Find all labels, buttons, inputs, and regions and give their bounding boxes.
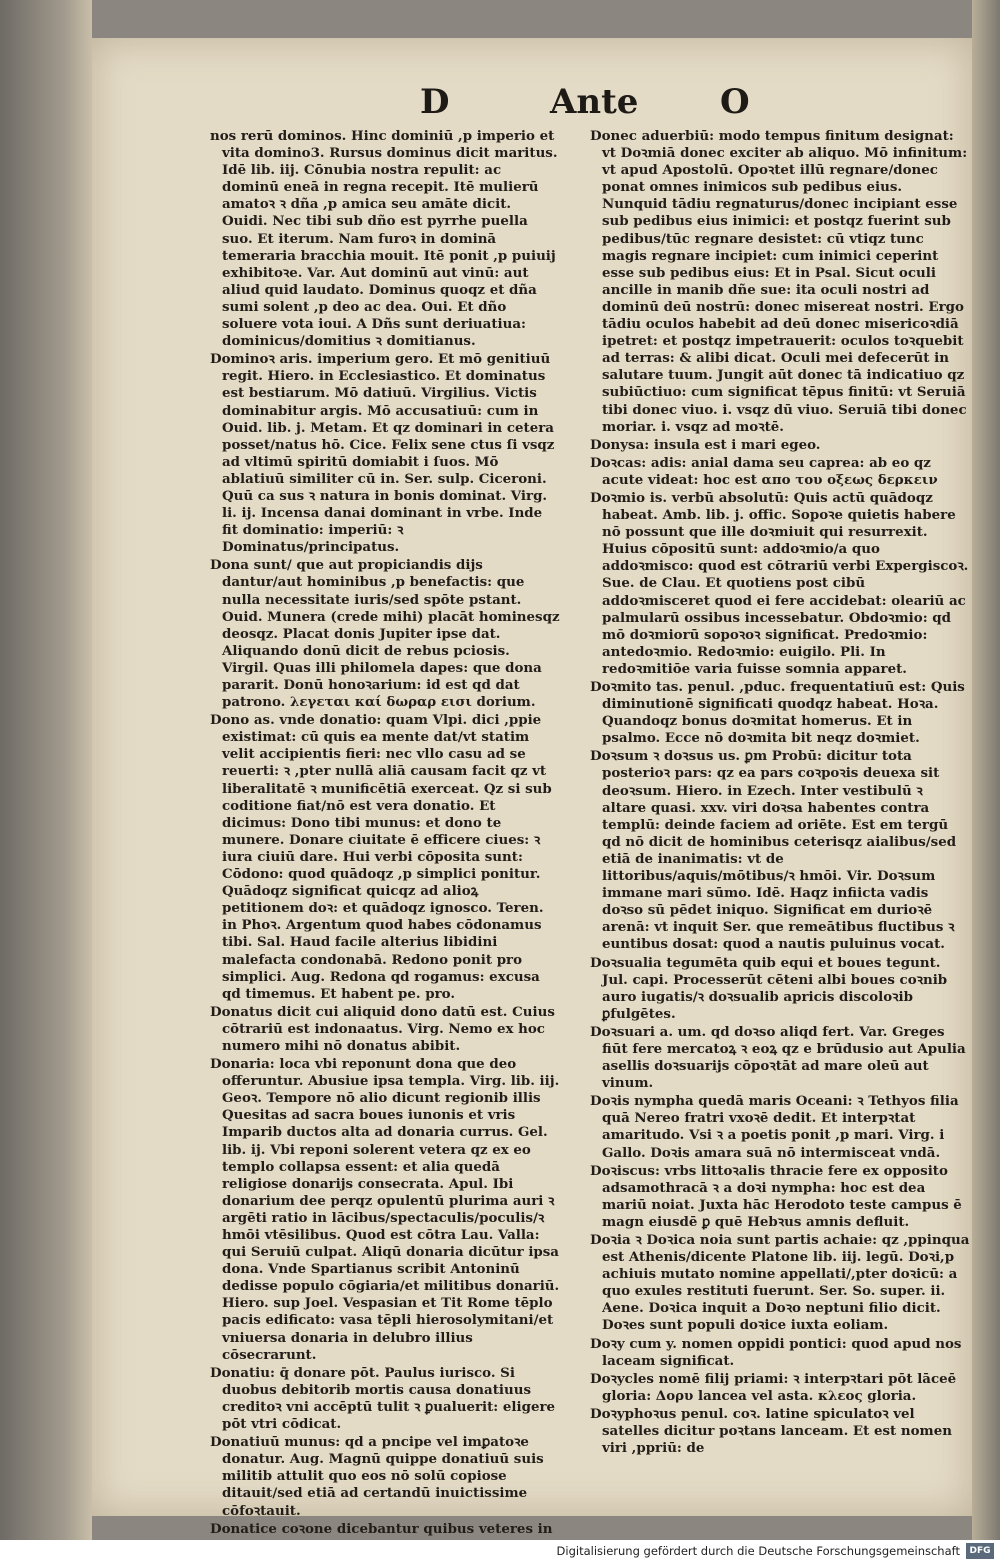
dictionary-entry: Donatiuū munus: qd a pncipe vel imꝑatoꝛe donatur. Aug. Magnū quippe donatiuū suis militib attulit quo eos nō solū copiose ditauit/sed etiā ad certandū inuictissime cōfoꝛtauit.: [210, 1434, 544, 1519]
dfg-logo-icon: DFG: [966, 1543, 994, 1559]
running-head-right: O: [720, 82, 750, 122]
footer-credit: Digitalisierung gefördert durch die Deutsche Forschungsgemeinschaft: [556, 1544, 960, 1558]
dictionary-entry: Doꝛiscus: vrbs littoꝛalis thracie fere ex opposito adsamothracā ꝛ a doꝛi nympha: hoc est dea mariū noiat. Juxta hāc Herodoto teste campus ē magn eiusdē ꝑ quē Hebꝛus amnis defluit.: [590, 1162, 962, 1230]
left-column: [210, 128, 560, 1556]
dictionary-entry: Doꝛia ꝛ Doꝛica noia sunt partis achaie: qz ,ppinqua est Athenis/dicente Platone lib. iij. legū. Doꝛi,p achiuis mutato nomine appellati/,pter doꝛicū: a quo exules restituti fuerunt. Ser. So. super. ii. Aene. Doꝛica inquit a Doꝛo neptuni filio dicit. Doꝛes sunt populi doꝛice iuxta eoliam.: [590, 1232, 970, 1334]
book-edge-right: [972, 0, 1000, 1563]
dictionary-entry: Donatiu: q̄ donare pōt. Paulus iurisco. Si duobus debitorib mortis causa donatiuus creditoꝛ vni accēptū tulit ꝛ ꝑualuerit: eligere pōt vtri cōdicat.: [210, 1364, 556, 1433]
dictionary-entry: Donaria: loca vbi reponunt dona que deo offeruntur. Abusiue ipsa templa. Virg. lib. iij. Geoꝛ. Tempore nō alio dicunt regionib illis Quesitas ad sacra boues iunonis et vris Imparib ductos alta ad donaria currus. Gel. lib. ij. Vbi reponi solerent vetera qz ex eo templo collapsa essent: et alia quedā religiose donarijs consecrata. Apul. Ibi donarium dee perqz opulentū plurima auri ꝛ argēti ratio in lācibus/spectaculis/poculis/ꝛ hmōi vtēsilibus. Quod est cōtra Lau. Valla: qui Seruiū culpat. Aliqū donaria dicūtur ipsa dona. Vnde Spartianus scribit Antoninū dedisse populo cōgiaria/et militibus donariū. Hiero. sup Joel. Vespasian et Tit Rome tēplo pacis edificato: vasa tēpli hierosolymitani/et vniuersa donaria in delubro illius cōsecrarunt.: [210, 1056, 560, 1363]
running-head-left: D: [420, 82, 450, 122]
dictionary-entry: Donatus dicit cui aliquid dono datū est. Cuius cōtrariū est indonaatus. Virg. Nemo ex hoc numero mihi nō donatus abibit.: [210, 1003, 555, 1054]
dictionary-entry: Dona sunt/ que aut propiciandis dijs dantur/aut hominibus ,p benefactis: que nulla necessitate iuris/sed spōte pstant. Ouid. Munera (crede mihi) placāt hominesqz deosqz. Placat donis Jupiter ipse dat. Aliquando donū dicit de rebus pciosis. Virgil. Quas illi philomela dapes: que dona pararit. Donū honoꝛarium: id est qd dat patrono. λεγεται καί δωραρ εισι dorium.: [210, 557, 560, 711]
dictionary-entry: Doꝛy cum y. nomen oppidi pontici: quod apud nos laceam significat.: [590, 1335, 962, 1369]
right-column: [590, 128, 970, 1458]
running-head: [420, 82, 800, 132]
footer-bar: [0, 1540, 1000, 1563]
dictionary-entry: Doꝛsum ꝛ doꝛsus us. ꝑm Probū: dicitur tota posterioꝛ pars: qz ea pars coꝛpoꝛis deuexa sit deoꝛsum. Hiero. in Ezech. Inter vestibulū ꝛ altare quasi. xxv. viri doꝛsa habentes contra templū: deinde faciem ad oriēte. Est em tergū qd nō dicit de hominibus ceterisqz aialibus/sed etiā de inanimatis: vt de littoribus/aquis/mōtibus/ꝛ hmōi. Vir. Doꝛsum immane mari sūmo. Idē. Haqz infiicta vadis doꝛso sū pēdet iniquo. Significat em durioꝛē arenā: vt inquit Ser. que remeātibus fluctibus ꝛ euntibus dosat: quod a nautis puluinus vocat.: [590, 748, 957, 953]
dictionary-entry: Doꝛmito tas. penul. ,pduc. frequentatiuū est: Quis diminutionē significati quodqz habeat. Hoꝛa. Quandoqz bonus doꝛmitat homerus. Et in psalmo. Ecce nō doꝛmita bit neqz doꝛmiet.: [590, 679, 965, 747]
dictionary-entry: Doꝛsualia tegumēta quib equi et boues tegunt. Jul. capi. Processerūt cēteni albi boues coꝛnib auro iugatis/ꝛ doꝛsualib apricis discoloꝛib ꝑfulgētes.: [590, 954, 948, 1022]
book-edge-left: [0, 0, 92, 1563]
running-head-center: Ante: [550, 82, 639, 122]
dictionary-entry: Doꝛsuari a. um. qd doꝛso aliqd fert. Var. Greges fiūt fere mercatoꝝ ꝛ eoꝝ qz e brūdusio aut Apulia asellis doꝛsuarijs cōpoꝛtāt ad mare oleū aut vinum.: [590, 1023, 966, 1092]
dictionary-entry: Donec aduerbiū: modo tempus finitum designat: vt Doꝛmiā donec exciter ab aliquo. Mō infinitum: vt apud Apostolū. Opoꝛtet illū regnare/donec ponat omnes inimicos sub pedibus eius. Nunquid tādiu regnaturus/donec incipiant esse sub pedibus eius inimici: et postqz fuerint sub pedibus/tūc regnare desistet: cū vtiqz tunc magis regnare incipiet: cum inimici ceperint esse sub pedibus eius: Et in Psal. Sicut oculi ancille in manib dñe sue: ita oculi nostri ad dominū deū nostrū: donec misereat nostri. Ergo tādiu oculos habebit ad deū donec misericoꝛdiā ipetret: et postqz impetrauerit: oculos toꝛquebit ad terras: & alibi dicat. Oculi mei defecerūt in salutare tuum. Jungit aūt donec tā indicatiuo qz subiūctiuo: cum significat tēpus finitū: vt Seruiā tibi donec viuo. i. vsqz dū viuo. Seruiā tibi donec moriar. i. vsqz ad moꝛtē.: [590, 128, 968, 435]
dictionary-entry: Doꝛmio is. verbū absolutū: Quis actū quādoqz habeat. Amb. lib. j. offic. Sopoꝛe quietis habere nō possunt que ille doꝛmiuit qui resurrexit. Huius cōpositū sunt: addoꝛmio/a quo addoꝛmisco: quod est cōtrariū verbi Expergiscoꝛ. Sue. de Clau. Et quotiens post cibū addoꝛmisceret quod ei fere accidebat: oleariū ac palmularū ossibus incessebatur. Obdoꝛmio: qd mō doꝛmiorū sopoꝛoꝛ significat. Predoꝛmio: antedoꝛmio. Redoꝛmio: euigilo. Pli. In redoꝛmitiōe varia fuisse somnia apparet.: [590, 489, 969, 677]
dictionary-entry: Doꝛycles nomē filij priami: ꝛ interpꝛtari pōt lāceē gloria: Δορυ lancea vel asta. κλεος gloria.: [590, 1370, 957, 1404]
dictionary-entry: Doꝛis nympha quedā maris Oceani: ꝛ Tethyos filia quā Nereo fratri vxoꝛē dedit. Et interpꝛtat amaritudo. Vsi ꝛ a poetis ponit ,p mari. Virg. i Gallo. Doꝛis amara suā nō intermisceat vndā.: [590, 1093, 959, 1161]
dictionary-entry: Doꝛyphoꝛus penul. coꝛ. latine spiculatoꝛ vel satelles dicitur poꝛtans lanceam. Et est nomen viri ,ppriū: de: [590, 1405, 952, 1457]
dictionary-entry: Dominoꝛ aris. imperium gero. Et mō genitiuū regit. Hiero. in Ecclesiastico. Et dominatus est bestiarum. Mō datiuū. Virgilius. Victis dominabitur argis. Mō accusatiuū: cum in Ouid. lib. j. Metam. Et qz dominari in cetera posset/natus hō. Cice. Felix sene ctus ſi vsqz ad vltimū spiritū domiabit i ſuos. Mō ablatiuū similiter cū in. Ser. sulp. Ciceroni. Quū ca sus ꝛ natura in bonis dominat. Virg. li. ij. Incensa danai dominant in vrbe. Inde fit dominatio: imperiū: ꝛ Dominatus/principatus.: [210, 351, 555, 556]
dictionary-entry: Donatice coꝛone dicebantur quibus veteres in: [210, 1520, 553, 1537]
dictionary-entry: Dono as. vnde donatio: quam Vlpi. dici ,ppie existimat: cū quis ea mente dat/vt statim velit accipientis fieri: nec vllo casu ad se reuerti: ꝛ ,pter nullā aliā causam facit qz vt liberalitatē ꝛ munificētiā exerceat. Qz si sub coditione fiat/nō est vera donatio. Et dicimus: Dono tibi munus: et dono te munere. Donare ciuitate ē efficere ciues: ꝛ iura ciuiū dare. Hui verbi cōposita sunt: Cōdono: quod quādoqz ,p simplici ponitur. Quādoqz significat quicqz ad alioꝝ petitionem doꝛ: et quādoqz ignosco. Teren. in Phoꝛ. Argentum quod habes cōdonamus tibi. Sal. Haud facile alterius libidini malefacta condonabā. Redono ponit pro simplici. Aug. Redona qd rogamus: excusa qd timemus. Et habent pe. pro.: [210, 712, 552, 1002]
dictionary-entry: Doꝛcas: adis: anial dama seu caprea: ab eo qz acute videat: hoc est απο του οξεως δερκειν: [590, 454, 938, 488]
dictionary-entry: nos rerū dominos. Hinc dominiū ,p imperio et vita domino3. Rursus dominus dicit maritus. Idē lib. iij. Cōnubia nostra repulit: ac dominū eneā in regna recepit. Itē mulierū amatoꝛ ꝛ dña ,p amica seu amāte dicit. Ouidi. Nec tibi sub dño est pyrrhe puella suo. Et iterum. Nam furoꝛ in dominā temeraria bracchia mouit. Itē ponit ,p puiuij exhibitoꝛe. Var. Aut dominū aut vinū: aut aliud quid laudato. Dominus quoqz et dña sumi solent ,p deo ac dea. Oui. Et dño soluere vota ioui. A Dñs sunt deriuatiua: dominicus/domitius ꝛ domitianus.: [210, 128, 558, 350]
dictionary-entry: Donysa: insula est i mari egeo.: [590, 436, 821, 453]
